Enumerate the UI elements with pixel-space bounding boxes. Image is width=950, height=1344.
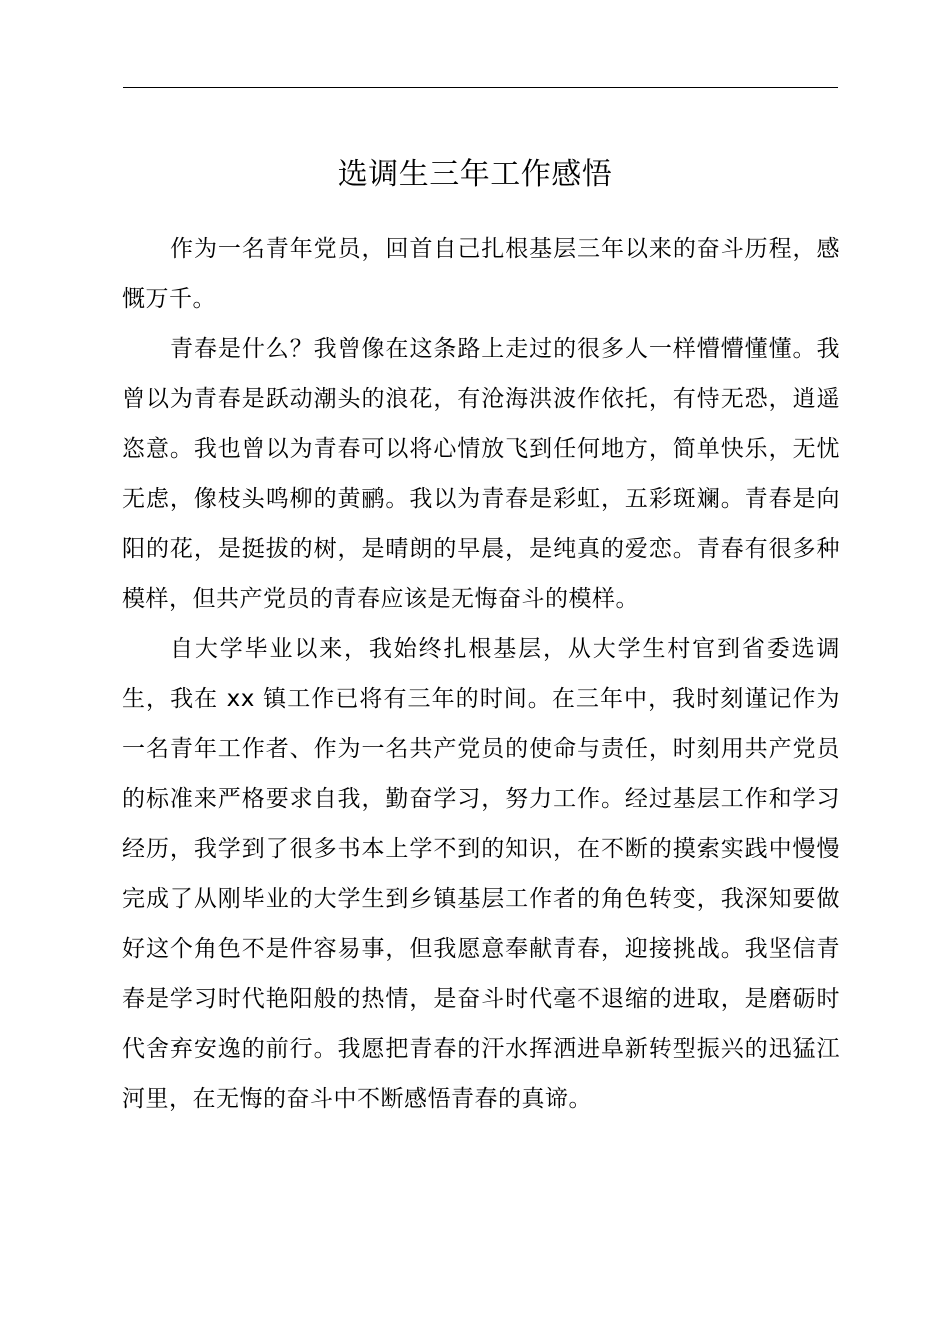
paragraph-3: 自大学毕业以来，我始终扎根基层，从大学生村官到省委选调生，我在 xx 镇工作已将有三年的时间。在三年中，我时刻谨记作为一名青年工作者、作为一名共产党员的使命与责任，时刻用共产党员的标准来严格要求自我，勤奋学习，努力工作。经过基层工作和学习经历，我学到了很多书本上学不到的知识，在不断的摸索实践中慢慢完成了从刚毕业的大学生到乡镇基层工作者的角色转变，我深知要做好这个角色不是件容易事，但我愿意奉献青春，迎接挑战。我坚信青春是学习时代艳阳般的热情，是奋斗时代毫不退缩的进取，是磨砺时代舍弃安逸的前行。我愿把青春的汗水挥洒进阜新转型振兴的迅猛江河里，在无悔的奋斗中不断感悟青春的真谛。 bbox=[122, 636, 840, 1112]
header-rule bbox=[123, 87, 838, 88]
paragraph-1: 作为一名青年党员，回首自己扎根基层三年以来的奋斗历程，感慨万千。 bbox=[122, 236, 840, 312]
document-body bbox=[122, 224, 840, 1124]
paragraph-2: 青春是什么？我曾像在这条路上走过的很多人一样懵懵懂懂。我曾以为青春是跃动潮头的浪花，有沧海洪波作依托，有恃无恐，逍遥恣意。我也曾以为青春可以将心情放飞到任何地方，简单快乐，无忧无虑，像枝头鸣柳的黄鹂。我以为青春是彩虹，五彩斑斓。青春是向阳的花，是挺拔的树，是晴朗的早晨，是纯真的爱恋。青春有很多种模样，但共产党员的青春应该是无悔奋斗的模样。 bbox=[122, 336, 840, 612]
document-title: 选调生三年工作感悟 bbox=[337, 157, 613, 192]
